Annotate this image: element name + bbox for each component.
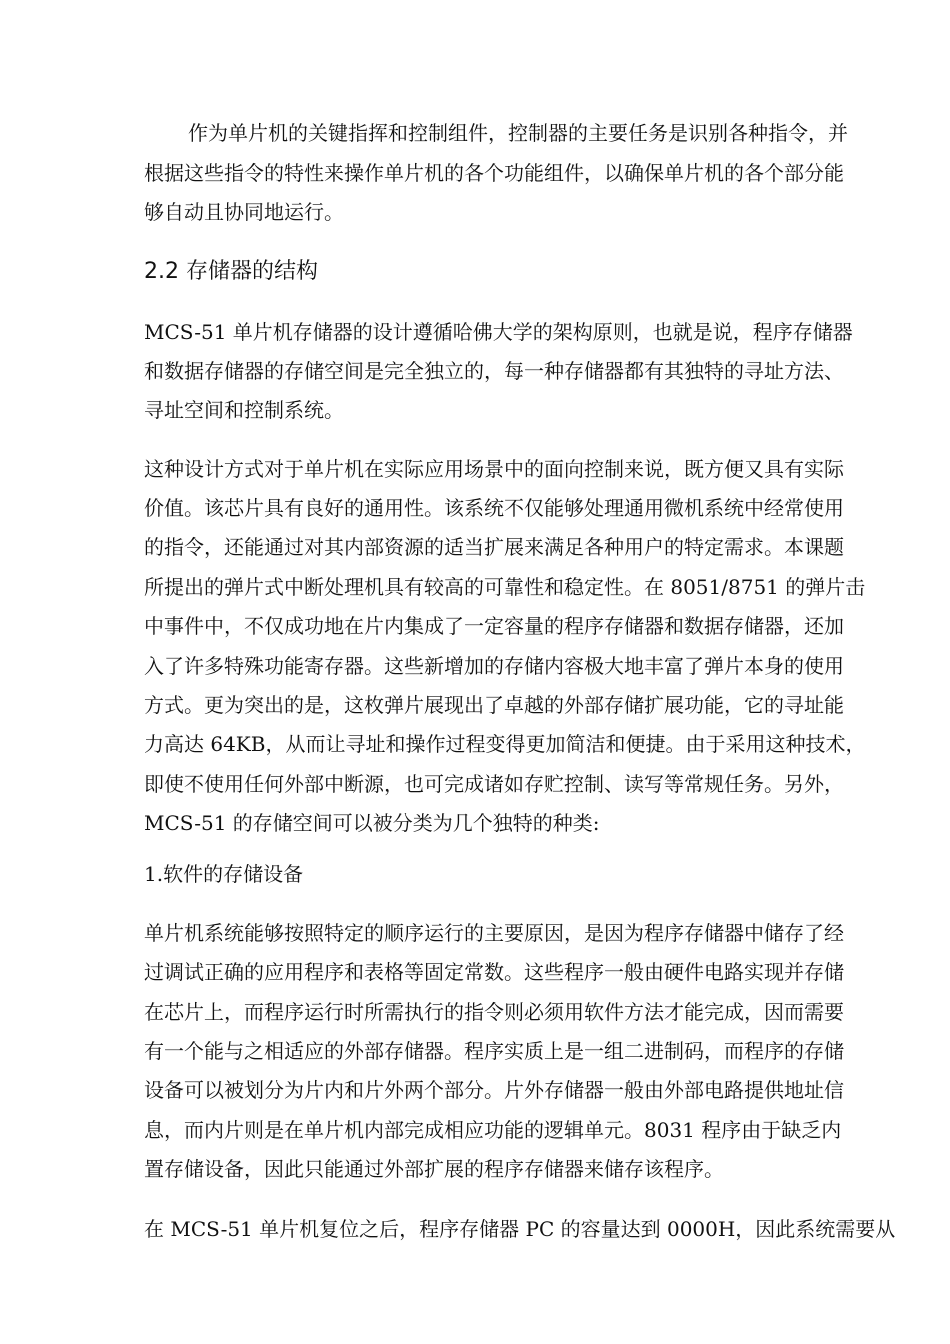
paragraph-line: 过调试正确的应用程序和表格等固定常数。这些程序一般由硬件电路实现并存储 — [144, 960, 844, 984]
paragraph-line: 根据这些指令的特性来操作单片机的各个功能组件，以确保单片机的各个部分能 — [144, 161, 844, 185]
paragraph-line: 有一个能与之相适应的外部存储器。程序实质上是一组二进制码，而程序的存储 — [144, 1039, 844, 1063]
paragraph-line: 所提出的弹片式中断处理机具有较高的可靠性和稳定性。在 8051/8751 的弹片击 — [144, 575, 866, 599]
paragraph-line: 置存储设备，因此只能通过外部扩展的程序存储器来储存该程序。 — [144, 1157, 724, 1181]
section-heading: 2.2 存储器的结构 — [144, 259, 318, 284]
paragraph-line: MCS-51 单片机存储器的设计遵循哈佛大学的架构原则，也就是说，程序存储器 — [144, 320, 853, 344]
paragraph-line: 单片机系统能够按照特定的顺序运行的主要原因，是因为程序存储器中储存了经 — [144, 921, 844, 945]
paragraph-line: 在芯片上，而程序运行时所需执行的指令则必须用软件方法才能完成，因而需要 — [144, 1000, 844, 1024]
paragraph-line: 寻址空间和控制系统。 — [144, 398, 344, 422]
paragraph-line: 作为单片机的关键指挥和控制组件，控制器的主要任务是识别各种指令，并 — [188, 121, 848, 145]
paragraph-line: 即使不使用任何外部中断源，也可完成诸如存贮控制、读写等常规任务。另外， — [144, 772, 844, 796]
paragraph-line: 设备可以被划分为片内和片外两个部分。片外存储器一般由外部电路提供地址信 — [144, 1078, 844, 1102]
paragraph-line: 入了许多特殊功能寄存器。这些新增加的存储内容极大地丰富了弹片本身的使用 — [144, 654, 844, 678]
paragraph-line: 够自动且协同地运行。 — [144, 200, 344, 224]
paragraph-line: 方式。更为突出的是，这枚弹片展现出了卓越的外部存储扩展功能，它的寻址能 — [144, 693, 844, 717]
paragraph-line: 这种设计方式对于单片机在实际应用场景中的面向控制来说，既方便又具有实际 — [144, 457, 844, 481]
paragraph-line: MCS-51 的存储空间可以被分类为几个独特的种类: — [144, 811, 600, 835]
paragraph-line: 中事件中，不仅成功地在片内集成了一定容量的程序存储器和数据存储器，还加 — [144, 614, 844, 638]
subheading: 1.软件的存储设备 — [144, 862, 304, 886]
paragraph-line: 的指令，还能通过对其内部资源的适当扩展来满足各种用户的特定需求。本课题 — [144, 535, 844, 559]
paragraph-line: 价值。该芯片具有良好的通用性。该系统不仅能够处理通用微机系统中经常使用 — [144, 496, 844, 520]
paragraph-line: 力高达 64KB，从而让寻址和操作过程变得更加简洁和便捷。由于采用这种技术， — [144, 732, 866, 756]
paragraph-line: 和数据存储器的存储空间是完全独立的，每一种存储器都有其独特的寻址方法、 — [144, 359, 844, 383]
paragraph-line: 息，而内片则是在单片机内部完成相应功能的逻辑单元。8031 程序由于缺乏内 — [144, 1118, 842, 1142]
paragraph-line: 在 MCS-51 单片机复位之后，程序存储器 PC 的容量达到 0000H，因此系统需要从 — [144, 1217, 896, 1241]
